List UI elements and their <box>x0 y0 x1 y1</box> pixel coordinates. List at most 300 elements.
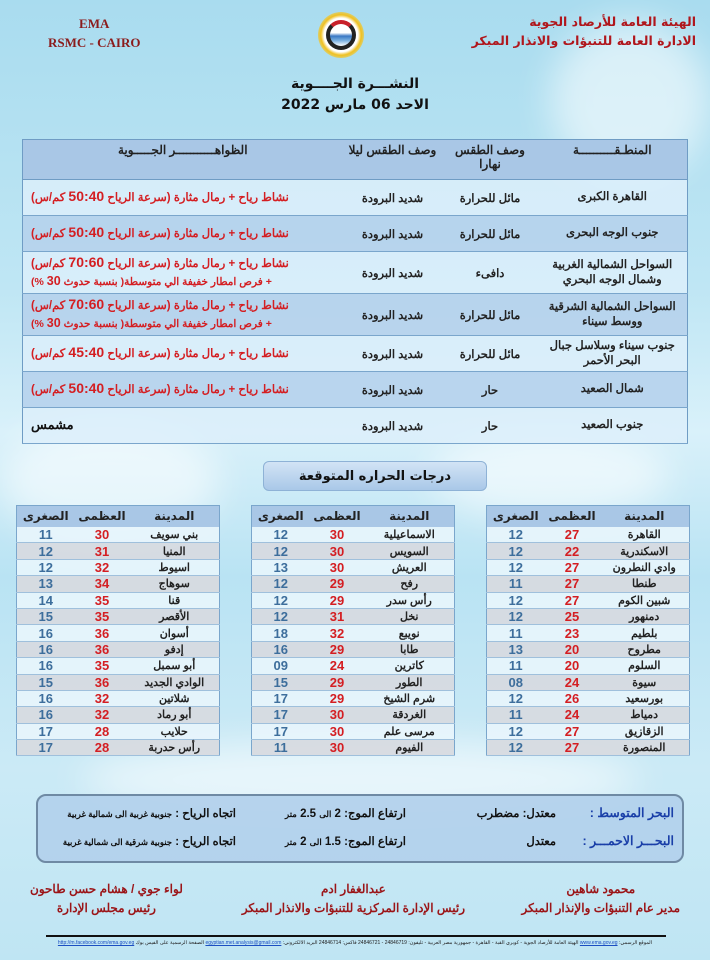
min-temperature: 17 <box>252 690 310 706</box>
min-temperature: 11 <box>487 625 545 641</box>
region-name: القاهرة الكبرى <box>538 180 688 216</box>
max-temperature: 23 <box>545 625 600 641</box>
footer-email-link[interactable]: egyptian.met.analysis@gmail.com <box>205 940 282 946</box>
temperature-row <box>487 559 690 575</box>
phenomena-text: نشاط رياح + رمال مثارة (سرعة الرياح <box>107 228 289 240</box>
wind-label: اتجاه الرياح : <box>175 808 236 820</box>
wind-direction <box>46 834 236 848</box>
footer-address: الهيئة العامة للأرصاد الجوية - كوبري القبة - القاهرة - جمهورية مصر العربية - تليفون: 24846719 - 24846721 فاكس: 24846714 <box>318 940 579 946</box>
max-temperature: 30 <box>310 559 365 575</box>
phenomena-text: نشاط رياح + رمال مثارة (سرعة الرياح <box>107 258 289 270</box>
wave-from: 1.5 <box>324 836 341 848</box>
min-temperature: 11 <box>252 740 310 756</box>
org-line-2: الادارة العامة للتنبؤات والانذار المبكر <box>471 33 696 48</box>
rain-chance-text: + فرص امطار خفيفة الي متوسطة( بنسبة حدوث <box>63 318 272 330</box>
temperature-row <box>487 625 690 641</box>
temperature-row <box>17 592 220 608</box>
weather-phenomena <box>23 252 343 294</box>
min-temperature: 16 <box>17 707 75 723</box>
temperature-row <box>17 707 220 723</box>
min-temperature: 17 <box>17 723 75 739</box>
min-temperature: 16 <box>17 658 75 674</box>
header-city: المدينة <box>365 506 455 527</box>
rain-chance-suffix: %) <box>31 318 44 330</box>
header-day: وصف الطقس نهارا <box>443 140 538 180</box>
min-temperature: 13 <box>252 559 310 575</box>
wind-label: اتجاه الرياح : <box>175 836 236 848</box>
rain-chance-percent: 30 <box>46 316 61 330</box>
bulletin-date: الاحد 06 مارس 2022 <box>281 97 429 113</box>
min-temperature: 11 <box>17 527 75 543</box>
city-name: بني سويف <box>130 527 220 543</box>
min-temperature: 12 <box>17 543 75 559</box>
wind-value: جنوبية شرقية الى شمالية غربية <box>62 837 173 847</box>
header-city: المدينة <box>130 506 220 527</box>
phenomena-line-2 <box>31 273 339 291</box>
header-region: المنطـقــــــــــة <box>538 140 688 180</box>
wave-label: ارتفاع الموج: <box>344 836 406 848</box>
temperature-row <box>17 576 220 592</box>
max-temperature: 28 <box>75 740 130 756</box>
day-weather: مائل للحرارة <box>443 216 538 252</box>
min-temperature: 17 <box>252 707 310 723</box>
min-temperature: 11 <box>487 658 545 674</box>
max-temperature: 27 <box>545 576 600 592</box>
wave-label: ارتفاع الموج: <box>344 808 406 820</box>
min-temperature: 16 <box>17 690 75 706</box>
sea-conditions-panel <box>36 794 684 863</box>
phenomena-line-1 <box>31 296 339 315</box>
city-name: أسوان <box>130 625 220 641</box>
max-temperature: 27 <box>545 527 600 543</box>
wind-unit: كم/س) <box>31 348 66 360</box>
forecast-row <box>23 408 688 444</box>
wave-to-word: الى <box>309 837 322 847</box>
weather-phenomena <box>23 336 343 372</box>
weather-phenomena <box>23 372 343 408</box>
max-temperature: 30 <box>310 527 365 543</box>
footer-site-label: الموقع الرسمي: <box>618 940 653 946</box>
phenomena-text: مشمس <box>31 417 74 432</box>
min-temperature: 16 <box>252 641 310 657</box>
max-temperature: 24 <box>310 658 365 674</box>
signatory-title: مدير عام التنبؤات والإنذار المبكر <box>521 901 680 915</box>
signatory-name: لواء جوي / هشام حسن طاحون <box>30 882 183 896</box>
min-temperature: 12 <box>252 608 310 624</box>
org-en-line-2: RSMC - CAIRO <box>48 35 141 50</box>
day-weather: مائل للحرارة <box>443 336 538 372</box>
temperature-row <box>17 723 220 739</box>
wind-unit: كم/س) <box>31 258 66 270</box>
wave-from: 2 <box>334 808 341 820</box>
signatory-title: رئيس مجلس الإدارة <box>56 901 156 915</box>
max-temperature: 26 <box>545 690 600 706</box>
city-name: مطروح <box>600 641 690 657</box>
phenomena-text: نشاط رياح + رمال مثارة (سرعة الرياح <box>107 300 289 312</box>
max-temperature: 30 <box>310 543 365 559</box>
phenomena-line-1 <box>31 188 339 207</box>
day-weather: مائل للحرارة <box>443 294 538 336</box>
wind-speed: 45:40 <box>68 344 105 360</box>
city-name: الطور <box>365 674 455 690</box>
wind-unit: كم/س) <box>31 228 66 240</box>
org-line-1: الهيئة العامة للأرصاد الجوية <box>529 14 696 29</box>
phenomena-line-1 <box>31 344 339 363</box>
min-temperature: 12 <box>252 576 310 592</box>
temperature-row <box>252 527 455 543</box>
max-temperature: 25 <box>545 608 600 624</box>
day-weather: حار <box>443 372 538 408</box>
max-temperature: 34 <box>75 576 130 592</box>
temperature-header-row <box>252 506 455 527</box>
min-temperature: 16 <box>17 641 75 657</box>
city-name: قنا <box>130 592 220 608</box>
max-temperature: 29 <box>310 576 365 592</box>
signatory-name: محمود شاهين <box>566 882 636 896</box>
city-name: حلايب <box>130 723 220 739</box>
max-temperature: 29 <box>310 592 365 608</box>
wave-unit: متر <box>285 837 297 847</box>
city-name: رفح <box>365 576 455 592</box>
org-name-arabic <box>472 12 696 50</box>
wind-speed: 50:40 <box>68 380 105 396</box>
wind-speed: 70:60 <box>68 254 105 270</box>
min-temperature: 14 <box>17 592 75 608</box>
max-temperature: 32 <box>75 559 130 575</box>
city-name: الوادي الجديد <box>130 674 220 690</box>
city-name: الاسكندرية <box>600 543 690 559</box>
city-name: المنيا <box>130 543 220 559</box>
city-name: إدفو <box>130 641 220 657</box>
wave-to: 2 <box>300 836 307 848</box>
temperature-row <box>252 723 455 739</box>
temperature-row <box>252 559 455 575</box>
header-max: العظمى <box>75 506 130 527</box>
city-name: دمياط <box>600 707 690 723</box>
wind-speed: 50:40 <box>68 188 105 204</box>
city-name: المنصورة <box>600 740 690 756</box>
region-name: شمال الصعيد <box>538 372 688 408</box>
wind-speed: 50:40 <box>68 224 105 240</box>
max-temperature: 27 <box>545 592 600 608</box>
max-temperature: 35 <box>75 608 130 624</box>
city-name: الفيوم <box>365 740 455 756</box>
night-weather: شديد البرودة <box>343 372 443 408</box>
phenomena-text: نشاط رياح + رمال مثارة (سرعة الرياح <box>107 192 289 204</box>
wave-height <box>236 834 406 848</box>
city-name: رأس سدر <box>365 592 455 608</box>
city-name: السويس <box>365 543 455 559</box>
min-temperature: 17 <box>252 723 310 739</box>
region-name: جنوب الصعيد <box>538 408 688 444</box>
city-name: سوهاج <box>130 576 220 592</box>
max-temperature: 29 <box>310 674 365 690</box>
max-temperature: 32 <box>75 690 130 706</box>
night-weather: شديد البرودة <box>343 408 443 444</box>
temperature-row <box>487 690 690 706</box>
max-temperature: 27 <box>545 559 600 575</box>
sea-state: معتدل <box>526 836 556 848</box>
temperature-row <box>487 641 690 657</box>
city-name: اسيوط <box>130 559 220 575</box>
sea-state: معتدل: مضطرب <box>476 808 556 820</box>
temperature-row <box>17 674 220 690</box>
temperature-row <box>252 658 455 674</box>
org-name-english <box>48 14 140 52</box>
min-temperature: 12 <box>487 559 545 575</box>
wind-speed: 70:60 <box>68 296 105 312</box>
sea-name: البحـــر الاحمـــر : <box>582 834 674 848</box>
footer-website-link[interactable]: www.ema.gov.eg <box>579 940 618 946</box>
city-name: بلطيم <box>600 625 690 641</box>
max-temperature: 35 <box>75 592 130 608</box>
temperature-row <box>17 740 220 756</box>
max-temperature: 29 <box>310 690 365 706</box>
max-temperature: 20 <box>545 641 600 657</box>
wind-unit: كم/س) <box>31 192 66 204</box>
temperature-row <box>17 625 220 641</box>
max-temperature: 24 <box>545 707 600 723</box>
temperature-row <box>17 559 220 575</box>
header-phenomena: الظواهـــــــــــر الجـــــوية <box>23 140 343 180</box>
min-temperature: 11 <box>487 576 545 592</box>
wave-to-word: الى <box>319 809 332 819</box>
city-name: سيوة <box>600 674 690 690</box>
city-name: العريش <box>365 559 455 575</box>
temperature-row <box>17 527 220 543</box>
max-temperature: 30 <box>75 527 130 543</box>
temperature-row <box>17 543 220 559</box>
city-name: نخل <box>365 608 455 624</box>
temperature-row <box>252 625 455 641</box>
wave-to: 2.5 <box>300 808 317 820</box>
phenomena-line-2 <box>31 315 339 333</box>
signatory-name: عبدالغفار ادم <box>320 882 386 896</box>
city-name: السلوم <box>600 658 690 674</box>
temperature-row <box>487 576 690 592</box>
max-temperature: 28 <box>75 723 130 739</box>
weather-phenomena <box>23 408 343 444</box>
day-weather: مائل للحرارة <box>443 180 538 216</box>
city-name: أبو رماد <box>130 707 220 723</box>
temperature-row <box>487 723 690 739</box>
max-temperature: 36 <box>75 625 130 641</box>
phenomena-text: نشاط رياح + رمال مثارة (سرعة الرياح <box>107 348 289 360</box>
weather-phenomena <box>23 216 343 252</box>
min-temperature: 12 <box>17 559 75 575</box>
city-name: نويبع <box>365 625 455 641</box>
wave-unit: متر <box>285 809 297 819</box>
forecast-row <box>23 372 688 408</box>
footer-contact <box>4 940 706 946</box>
min-temperature: 18 <box>252 625 310 641</box>
temperature-header-row <box>487 506 690 527</box>
min-temperature: 12 <box>487 690 545 706</box>
temperature-table-canal-sinai <box>251 505 455 756</box>
temperature-row <box>252 707 455 723</box>
max-temperature: 30 <box>310 740 365 756</box>
bulletin-title: النشـــرة الجــــوية <box>290 76 420 92</box>
ema-logo-icon <box>318 12 364 58</box>
temperature-row <box>252 690 455 706</box>
min-temperature: 17 <box>17 740 75 756</box>
header-min: الصغرى <box>252 506 310 527</box>
min-temperature: 12 <box>487 723 545 739</box>
rain-chance-percent: 30 <box>46 274 61 288</box>
temperature-row <box>487 658 690 674</box>
temperature-row <box>252 641 455 657</box>
temperature-row <box>252 674 455 690</box>
city-name: الاسماعيلية <box>365 527 455 543</box>
sea-row-mediterranean <box>46 805 674 825</box>
phenomena-line-1 <box>31 224 339 243</box>
temperature-header-row <box>17 506 220 527</box>
max-temperature: 24 <box>545 674 600 690</box>
city-name: وادي النطرون <box>600 559 690 575</box>
region-name: جنوب الوجه البحرى <box>538 216 688 252</box>
header-min: الصغرى <box>487 506 545 527</box>
temperatures-title: درجات الحراره المتوقعة <box>263 461 487 491</box>
city-name: بورسعيد <box>600 690 690 706</box>
max-temperature: 30 <box>310 723 365 739</box>
max-temperature: 22 <box>545 543 600 559</box>
footer-email-label: البريد الالكتروني: <box>282 940 318 946</box>
max-temperature: 29 <box>310 641 365 657</box>
min-temperature: 12 <box>252 592 310 608</box>
temperature-row <box>252 543 455 559</box>
sea-row-red-sea <box>46 833 674 853</box>
min-temperature: 12 <box>252 543 310 559</box>
min-temperature: 12 <box>487 608 545 624</box>
min-temperature: 08 <box>487 674 545 690</box>
temperature-row <box>487 543 690 559</box>
night-weather: شديد البرودة <box>343 294 443 336</box>
rain-chance-text: + فرص امطار خفيفة الي متوسطة( بنسبة حدوث <box>63 276 272 288</box>
temperature-row <box>487 707 690 723</box>
forecast-table <box>22 139 688 444</box>
min-temperature: 15 <box>17 674 75 690</box>
city-name: مرسى علم <box>365 723 455 739</box>
phenomena-text: نشاط رياح + رمال مثارة (سرعة الرياح <box>107 384 289 396</box>
phenomena-line-1 <box>31 254 339 273</box>
city-name: طنطا <box>600 576 690 592</box>
header-min: الصغرى <box>17 506 75 527</box>
region-name: السواحل الشمالية الغربية وشمال الوجه البحري <box>538 252 688 294</box>
max-temperature: 27 <box>545 723 600 739</box>
temperature-row <box>17 690 220 706</box>
header-max: العظمى <box>545 506 600 527</box>
min-temperature: 12 <box>487 740 545 756</box>
city-name: رأس حدربة <box>130 740 220 756</box>
night-weather: شديد البرودة <box>343 252 443 294</box>
max-temperature: 31 <box>310 608 365 624</box>
max-temperature: 36 <box>75 641 130 657</box>
min-temperature: 11 <box>487 707 545 723</box>
wave-height <box>236 806 406 820</box>
min-temperature: 12 <box>487 543 545 559</box>
temperature-row <box>487 608 690 624</box>
min-temperature: 09 <box>252 658 310 674</box>
temperature-row <box>487 740 690 756</box>
night-weather: شديد البرودة <box>343 336 443 372</box>
min-temperature: 15 <box>252 674 310 690</box>
temperature-row <box>487 592 690 608</box>
weather-phenomena <box>23 180 343 216</box>
day-weather: دافىء <box>443 252 538 294</box>
city-name: دمنهور <box>600 608 690 624</box>
temperature-row <box>252 592 455 608</box>
region-name: جنوب سيناء وسلاسل جبال البحر الأحمر <box>538 336 688 372</box>
max-temperature: 35 <box>75 658 130 674</box>
forecast-row <box>23 180 688 216</box>
city-name: الغردقة <box>365 707 455 723</box>
night-weather: شديد البرودة <box>343 216 443 252</box>
temperature-table-delta <box>486 505 690 756</box>
night-weather: شديد البرودة <box>343 180 443 216</box>
city-name: الأقصر <box>130 608 220 624</box>
footer-facebook-label: الصفحة الرسمية على الفيس بوك <box>135 940 205 946</box>
max-temperature: 30 <box>310 707 365 723</box>
max-temperature: 20 <box>545 658 600 674</box>
min-temperature: 13 <box>487 641 545 657</box>
temperature-row <box>17 641 220 657</box>
min-temperature: 12 <box>487 592 545 608</box>
rain-chance-suffix: %) <box>31 276 44 288</box>
region-name: السواحل الشمالية الشرقية ووسط سيناء <box>538 294 688 336</box>
max-temperature: 32 <box>310 625 365 641</box>
wind-direction <box>46 806 236 820</box>
forecast-header-row <box>23 140 688 180</box>
org-en-line-1: EMA <box>79 16 110 31</box>
sea-name: البحر المتوسط : <box>589 806 674 820</box>
temperature-row <box>487 674 690 690</box>
header-night: وصف الطقس ليلا <box>343 140 443 180</box>
signature-central-head <box>242 880 465 918</box>
min-temperature: 16 <box>17 625 75 641</box>
city-name: أبو سمبل <box>130 658 220 674</box>
temperature-row <box>252 740 455 756</box>
temperature-row <box>17 608 220 624</box>
min-temperature: 12 <box>252 527 310 543</box>
city-name: شلاتين <box>130 690 220 706</box>
temperature-table-upper-egypt <box>16 505 220 756</box>
temperature-row <box>252 576 455 592</box>
forecast-row <box>23 294 688 336</box>
city-name: القاهرة <box>600 527 690 543</box>
city-name: الزقازيق <box>600 723 690 739</box>
footer-divider <box>46 935 666 937</box>
phenomena-line-1 <box>31 380 339 399</box>
max-temperature: 31 <box>75 543 130 559</box>
city-name: شبين الكوم <box>600 592 690 608</box>
max-temperature: 27 <box>545 740 600 756</box>
wind-unit: كم/س) <box>31 384 66 396</box>
min-temperature: 15 <box>17 608 75 624</box>
signatory-title: رئيس الإدارة المركزية للتنبؤات والانذار المبكر <box>241 901 465 915</box>
header-max: العظمى <box>310 506 365 527</box>
weather-phenomena <box>23 294 343 336</box>
temperature-row <box>487 527 690 543</box>
forecast-row <box>23 216 688 252</box>
signature-forecast-director <box>522 880 681 918</box>
city-name: شرم الشيخ <box>365 690 455 706</box>
forecast-row <box>23 336 688 372</box>
signature-chairman <box>30 880 183 918</box>
day-weather: حار <box>443 408 538 444</box>
min-temperature: 12 <box>487 527 545 543</box>
city-name: طابا <box>365 641 455 657</box>
footer-facebook-link[interactable]: http://m.facebook.com/ema.gov.eg <box>57 940 135 946</box>
